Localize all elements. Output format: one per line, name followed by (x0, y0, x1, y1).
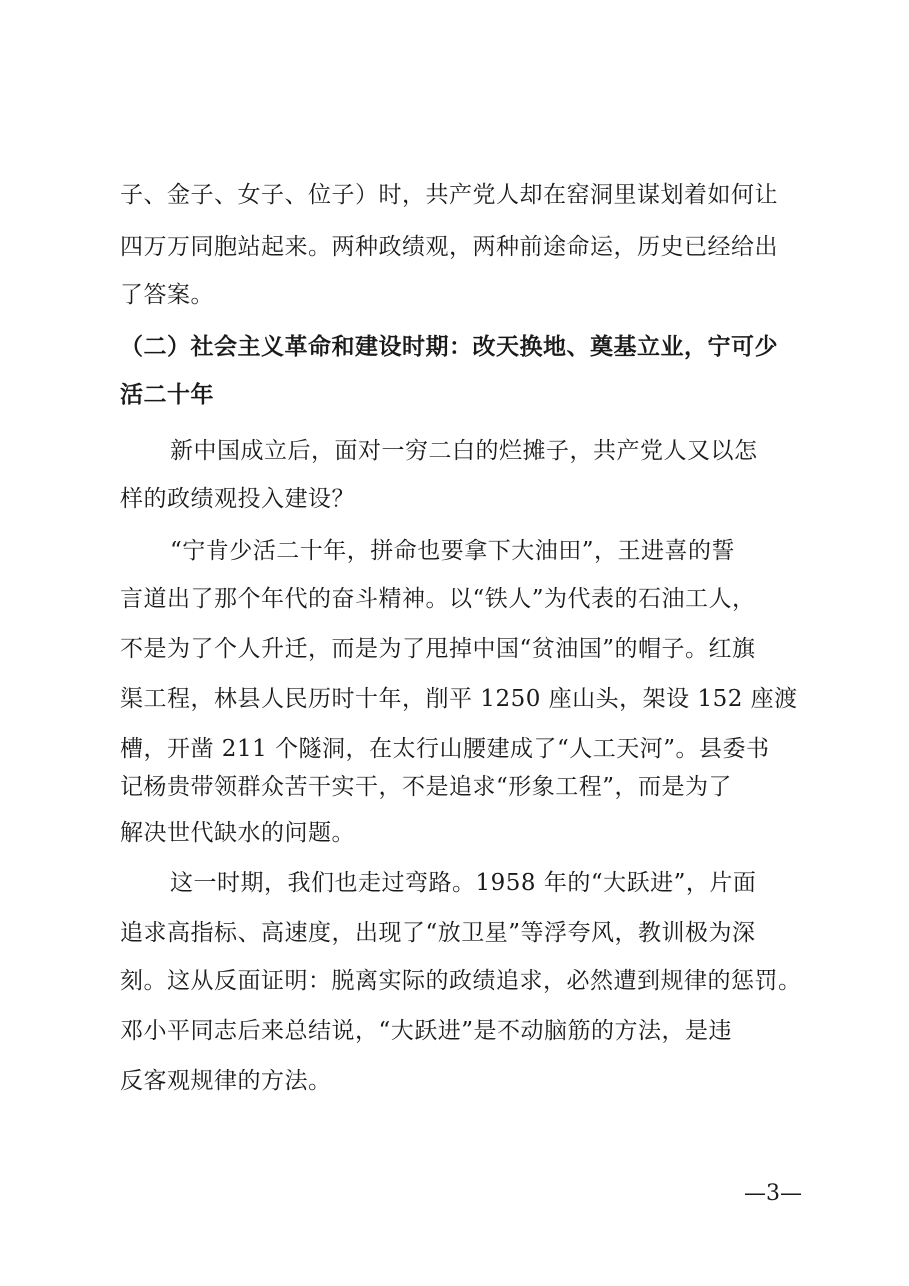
text-line: 反客观规律的方法。 (120, 1068, 332, 1094)
heading-line: （二）社会主义革命和建设时期：改天换地、奠基立业，宁可少 (120, 333, 778, 360)
text-line: “宁肯少活二十年，拼命也要拿下大油田”，王进喜的誓 (170, 538, 736, 564)
text-line: 样的政绩观投入建设？ (120, 486, 355, 512)
text-line: 追求高指标、高速度，出现了“放卫星”等浮夸风，教训极为深 (120, 920, 756, 946)
page-number: —3— (744, 1181, 802, 1206)
text-line: 渠工程，林县人民历时十年，削平 1250 座山头，架设 152 座渡 (120, 686, 798, 712)
text-line: 了答案。 (120, 282, 214, 308)
text-line: 子、金子、女子、位子）时，共产党人却在窑洞里谋划着如何让 (120, 182, 778, 208)
heading-line: 活二十年 (120, 381, 214, 408)
text-line: 槽，开凿 211 个隧洞，在太行山腰建成了“人工天河”。县委书 (120, 736, 770, 762)
text-line: 不是为了个人升迁，而是为了甩掉中国“贫油国”的帽子。红旗 (120, 636, 756, 662)
text-line: 四万万同胞站起来。两种政绩观，两种前途命运，历史已经给出 (120, 234, 778, 260)
text-line: 言道出了那个年代的奋斗精神。以“铁人”为代表的石油工人， (120, 586, 756, 612)
text-line: 邓小平同志后来总结说，“大跃进”是不动脑筋的方法，是违 (120, 1018, 733, 1044)
text-line: 新中国成立后，面对一穷二白的烂摊子，共产党人又以怎 (170, 438, 758, 464)
text-line: 刻。这从反面证明：脱离实际的政绩追求，必然遭到规律的惩罚。 (120, 968, 802, 994)
text-line: 解决世代缺水的问题。 (120, 820, 355, 846)
text-line: 记杨贵带领群众苦干实干，不是追求“形象工程”，而是为了 (120, 774, 733, 800)
text-line: 这一时期，我们也走过弯路。1958 年的“大跃进”，片面 (170, 870, 757, 896)
